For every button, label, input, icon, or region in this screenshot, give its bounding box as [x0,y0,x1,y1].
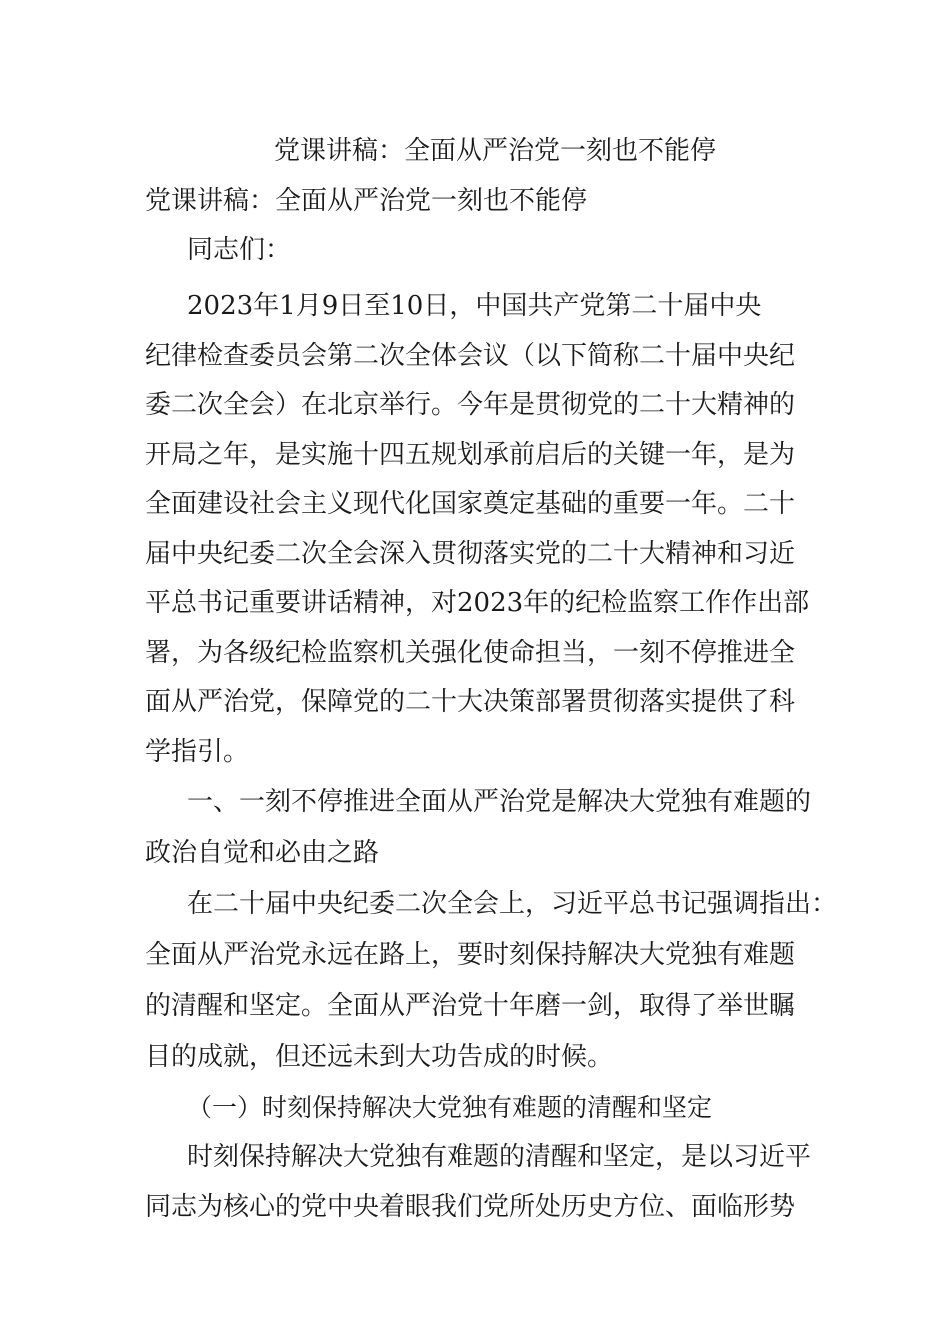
paragraph-line: 面从严治党，保障党的二十大决策部署贯彻落实提供了科 [145,687,796,717]
paragraph-3 [145,1132,825,1232]
paragraph-line: 目的成就，但还远未到大功告成的时候。 [145,1042,614,1072]
paragraph-line: 开局之年，是实施十四五规划承前启后的关键一年，是为 [145,439,796,470]
paragraph-2 [145,879,838,1083]
paragraph-line: 全面从严治党永远在路上，要时刻保持解决大党独有难题 [145,940,796,970]
section-heading-1 [145,777,825,879]
paragraph-line: 署，为各级纪检监察机关强化使命担当，一刻不停推进全 [145,637,796,668]
heading-line: （一）时刻保持解决大党独有难题的清醒和坚定 [187,1093,713,1122]
paragraph-line: 在二十届中央纪委二次全会上，习近平总书记强调指出： [187,889,838,919]
paragraph-line: 同志为核心的党中央着眼我们党所处历史方位、面临形势 [145,1192,796,1222]
document-page [145,128,838,1232]
paragraph-line: 时刻保持解决大党独有难题的清醒和坚定，是以习近平 [187,1142,812,1172]
paragraph-line: 纪律检查委员会第二次全体会议（以下简称二十届中央纪 [145,340,796,371]
document-title: 党课讲稿：全面从严治党一刻也不能停 [273,136,716,166]
subsection-heading-1 [145,1083,825,1132]
document-subtitle: 党课讲稿：全面从严治党一刻也不能停 [145,186,588,216]
heading-line: 一、一刻不停推进全面从严治党是解决大党独有难题的 [187,787,812,817]
paragraph-line: 全面建设社会主义现代化国家奠定基础的重要一年。二十 [145,489,796,519]
paragraph-line: 平总书记重要讲话精神，对2023年的纪检监察工作作出部 [145,588,810,618]
paragraph-1 [145,282,825,777]
paragraph-line: 届中央纪委二次全会深入贯彻落实党的二十大精神和习近 [145,538,796,569]
paragraph-line: 的清醒和坚定。全面从严治党十年磨一剑，取得了举世瞩 [145,991,796,1021]
paragraph-line: 2023年1月9日至10日，中国共产党第二十届中央 [187,291,762,321]
heading-line: 政治自觉和必由之路 [145,838,380,868]
greeting: 同志们： [187,235,292,265]
paragraph-line: 学指引。 [145,736,250,767]
paragraph-line: 委二次全会）在北京举行。今年是贯彻党的二十大精神的 [145,390,796,420]
